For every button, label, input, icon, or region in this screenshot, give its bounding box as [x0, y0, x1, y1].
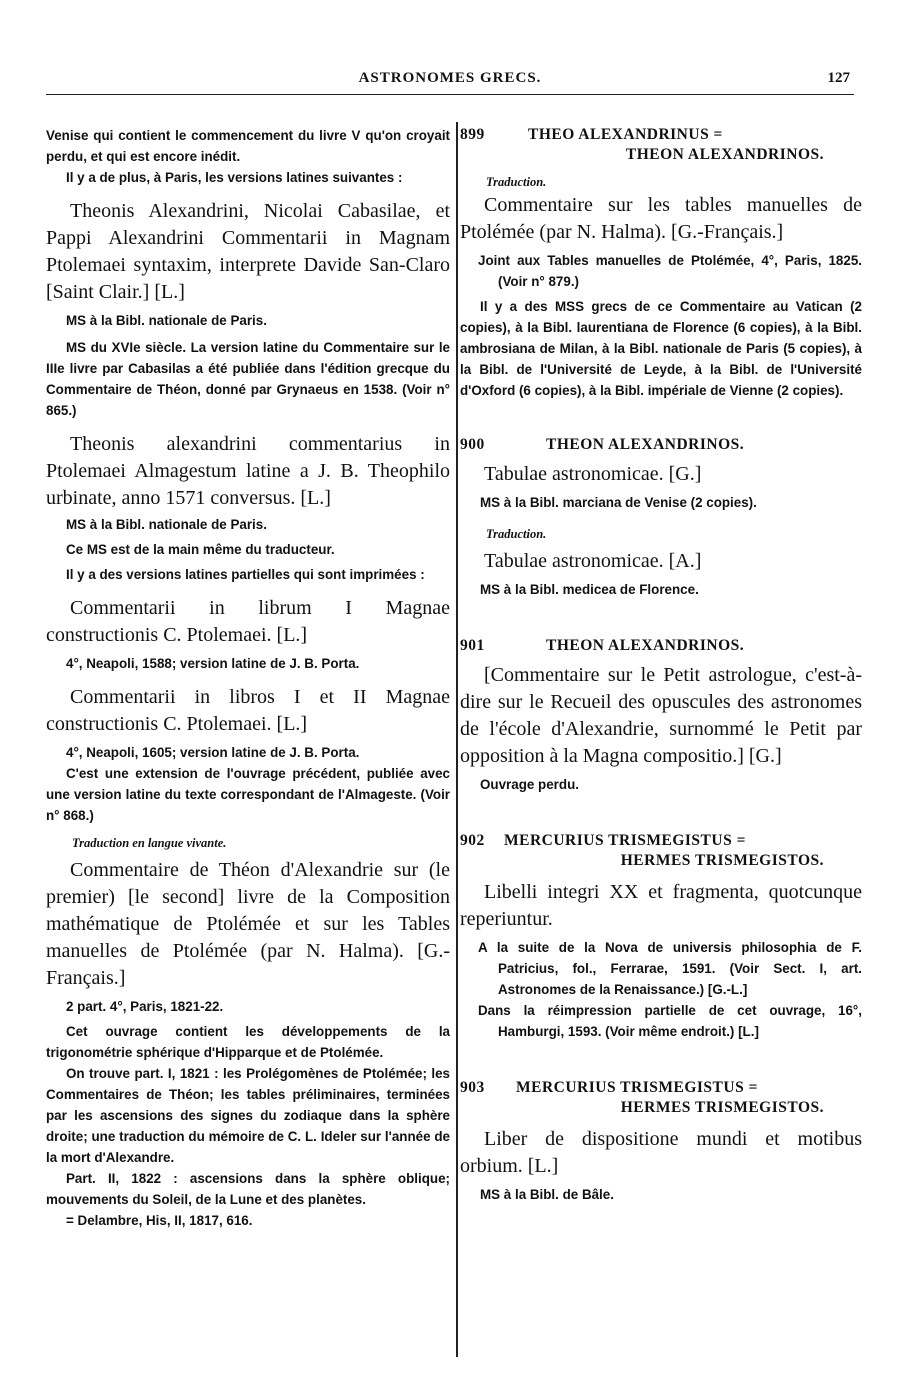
entry-name-alt: THEON ALEXANDRINOS. [625, 146, 824, 163]
entry-name: THEO ALEXANDRINUS = [528, 126, 723, 143]
note-paris-1821-22: 2 part. 4°, Paris, 1821-22. [66, 999, 224, 1014]
note-ms-paris-2: MS à la Bibl. nationale de Paris. [66, 517, 267, 532]
note-bale: MS à la Bibl. de Bâle. [480, 1187, 614, 1202]
column-divider [456, 122, 458, 1357]
note-part-i: On trouve part. I, 1821 : les Prolégomènes de Ptolémée; les Commentaires de Théon; les tables préliminaires, terminées par les ascensions des signes du zodiaque dans la sphère droite; une traduction du mémoire de C. L. Ideler sur l'année de la mort d'Alexandre. [46, 1066, 450, 1165]
entry-name: THEON ALEXANDRINOS. [546, 436, 745, 453]
entry-number: 902 [460, 832, 485, 849]
note-marciana: MS à la Bibl. marciana de Venise (2 copies). [480, 495, 757, 510]
entry-number: 901 [460, 637, 485, 654]
running-title: ASTRONOMES GRECS. [358, 70, 542, 86]
note-part-ii: Part. II, 1822 : ascensions dans la sphère oblique; mouvements du Soleil, de la Lune et des planètes. [46, 1171, 450, 1207]
work-title-commentarii-i-ii: Commentarii in libros I et II Magnae constructionis C. Ptolemaei. [L.] [46, 686, 450, 735]
paragraph-versions: Il y a de plus, à Paris, les versions latines suivantes : [66, 170, 403, 185]
entry-name: MERCURIUS TRISMEGISTUS = [504, 832, 746, 849]
note-ms-xvi: MS du XVIe siècle. La version latine du Commentaire sur le IIIe livre par Cabasilas a été publiée dans l'édition grecque du Commentaire de Théon, donné par Grynaeus en 1538. (Voir n° 865.) [46, 340, 450, 418]
note-joint-tables: Joint aux Tables manuelles de Ptolémée, 4°, Paris, 1825. (Voir n° 879.) [478, 253, 862, 289]
entry-name: MERCURIUS TRISMEGISTUS = [516, 1079, 758, 1096]
note-mss-grecs: Il y a des MSS grecs de ce Commentaire au Vatican (2 copies), à la Bibl. laurentiana de Florence (6 copies), à la Bibl. ambrosiana de Milan, à la Bibl. nationale de Paris (5 copies), à la Bibl. de l'Université de Leyde, à la Bibl. de l'Université d'Oxford (6 copies), à la Bibl. impériale de Vienne (2 copies). [460, 299, 862, 398]
entry-901-heading [460, 636, 862, 656]
work-title-petit-astrologue: [Commentaire sur le Petit astrologue, c'est-à-dire sur le Recueil des opuscules des astronomes de l'école d'Alexandrie, surnommé le Petit par opposition à la Magna compositio.] [G.] [460, 664, 862, 767]
work-title-tabulae-g: Tabulae astronomicae. [G.] [484, 463, 702, 485]
entry-number: 900 [460, 436, 485, 453]
note-neapoli-1605: 4°, Neapoli, 1605; version latine de J. B. Porta. [66, 745, 360, 760]
right-column [460, 125, 862, 1205]
entry-899-heading [460, 125, 862, 165]
work-title-tabulae-a: Tabulae astronomicae. [A.] [484, 550, 702, 572]
note-versions-partielles: Il y a des versions latines partielles qui sont imprimées : [66, 567, 425, 582]
work-title-theonis-cabasilae: Theonis Alexandrini, Nicolai Cabasilae, et Pappi Alexandrini Commentarii in Magnam Ptolemaei syntaxim, interprete Davide San-Claro [Saint Clair.] [L.] [46, 200, 450, 303]
work-title-liber-dispositione: Liber de dispositione mundi et motibus orbium. [L.] [460, 1128, 862, 1177]
note-reimpression: Dans la réimpression partielle de cet ouvrage, 16°, Hamburgi, 1593. (Voir même endroit.) [L.] [478, 1003, 862, 1039]
paragraph-venise: Venise qui contient le commencement du livre V qu'on croyait perdu, et qui est encore inédit. [46, 128, 450, 164]
entry-name-alt: HERMES TRISMEGISTOS. [620, 852, 824, 869]
entry-number: 903 [460, 1079, 485, 1096]
note-nova-universis: A la suite de la Nova de universis philosophia de F. Patricius, fol., Ferrarae, 1591. (Voir Sect. I, art. Astronomes de la Renaissance.) [G.-L.] [478, 940, 862, 997]
entry-name: THEON ALEXANDRINOS. [546, 637, 745, 654]
heading-traduction-langue-vivante: Traduction en langue vivante. [72, 836, 227, 850]
note-medicea: MS à la Bibl. medicea de Florence. [480, 582, 699, 597]
heading-traduction: Traduction. [486, 175, 547, 189]
page-number: 127 [827, 70, 850, 86]
work-title-commentarii-i: Commentarii in librum I Magnae constructionis C. Ptolemaei. [L.] [46, 597, 450, 646]
entry-903-heading [460, 1078, 862, 1118]
left-column [46, 125, 450, 1231]
work-title-libelli: Libelli integri XX et fragmenta, quotcunque reperiuntur. [460, 881, 862, 930]
note-ouvrage-perdu: Ouvrage perdu. [480, 777, 579, 792]
work-title-theonis-almagestum: Theonis alexandrini commentarius in Ptolemaei Almagestum latine a J. B. Theophilo urbinate, anno 1571 conversus. [L.] [46, 433, 450, 509]
entry-902-heading [460, 831, 862, 871]
heading-traduction-2: Traduction. [486, 527, 547, 541]
entry-number: 899 [460, 126, 485, 143]
entry-900-heading [460, 435, 862, 455]
running-header [46, 70, 854, 95]
note-extension: C'est une extension de l'ouvrage précédent, publiée avec une version latine du texte correspondant de l'Almageste. (Voir n° 868.) [46, 766, 450, 823]
note-main-traducteur: Ce MS est de la main même du traducteur. [66, 542, 335, 557]
work-title-commentaire-theon: Commentaire de Théon d'Alexandrie sur (le premier) [le second] livre de la Composition mathématique de Ptolémée et sur les Tables manuelles de Ptolémée (par N. Halma). [G.-Français.] [46, 859, 450, 989]
work-title-tables-manuelles: Commentaire sur les tables manuelles de Ptolémée (par N. Halma). [G.-Français.] [460, 194, 862, 243]
note-ms-paris-1: MS à la Bibl. nationale de Paris. [66, 313, 267, 328]
note-trigonometrie: Cet ouvrage contient les développements de la trigonométrie sphérique d'Hipparque et de Ptolémée. [46, 1024, 450, 1060]
entry-name-alt: HERMES TRISMEGISTOS. [620, 1099, 824, 1116]
note-neapoli-1588: 4°, Neapoli, 1588; version latine de J. B. Porta. [66, 656, 360, 671]
note-delambre: = Delambre, His, II, 1817, 616. [66, 1213, 253, 1228]
